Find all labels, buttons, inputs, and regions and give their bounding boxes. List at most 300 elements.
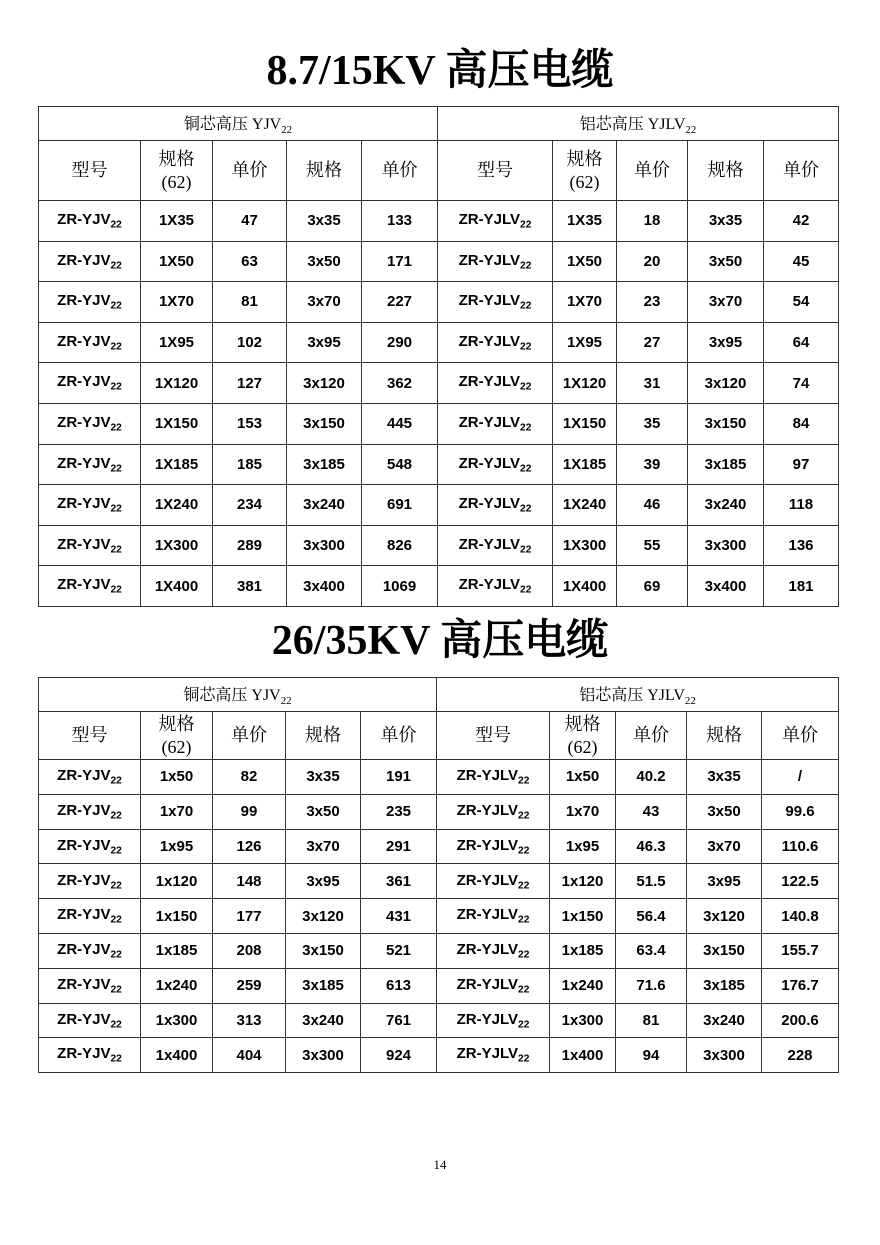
copper-spec-single-text: 1X150 — [154, 415, 199, 433]
aluminum-spec-triple — [687, 829, 762, 864]
copper-group-label: 铜芯高压 YJV — [183, 687, 281, 705]
copper-spec-triple-text: 3x50 — [307, 252, 341, 270]
copper-model-text: ZR-YJV — [57, 941, 111, 959]
subscript: 22 — [110, 880, 122, 892]
copper-price-single — [213, 444, 287, 485]
aluminum-spec-single-text: 1X120 — [562, 374, 607, 392]
copper-spec-triple-text: 3x240 — [302, 1011, 344, 1029]
table-row — [39, 525, 839, 566]
subscript: 22 — [518, 845, 530, 857]
copper-spec-triple — [287, 322, 362, 363]
aluminum-price-single — [617, 363, 688, 404]
aluminum-spec-single — [553, 403, 617, 444]
aluminum-spec-triple — [688, 444, 764, 485]
subscript: 22 — [518, 949, 530, 961]
copper-price-triple-text: 691 — [386, 496, 413, 514]
copper-price-single-text: 82 — [240, 768, 258, 786]
copper-price-triple — [362, 322, 438, 363]
table-row — [39, 566, 839, 607]
aluminum-price-triple — [762, 829, 839, 864]
aluminum-spec-single-text: 1x400 — [561, 1046, 604, 1064]
copper-spec-single — [141, 485, 213, 526]
subscript: 22 — [280, 694, 292, 707]
aluminum-spec-single-text: 1X35 — [566, 212, 603, 230]
aluminum-price-triple-text: 181 — [788, 577, 814, 595]
aluminum-spec-single — [550, 1038, 616, 1073]
copper-model — [39, 444, 141, 485]
copper-spec-triple-text: 3x120 — [302, 907, 344, 925]
aluminum-price-triple — [764, 566, 839, 607]
copper-spec-triple-text: 3x150 — [302, 942, 344, 960]
subscript: 22 — [110, 260, 122, 272]
header-spec: 规格 — [687, 712, 762, 760]
copper-model-text: ZR-YJV — [57, 975, 111, 993]
aluminum-spec-single — [553, 485, 617, 526]
copper-price-triple — [361, 968, 437, 1003]
header-price: 单价 — [361, 712, 437, 760]
copper-model-text: ZR-YJV — [57, 292, 111, 310]
aluminum-spec-single-text: 1X95 — [566, 334, 603, 352]
table-row — [39, 485, 839, 526]
aluminum-price-triple — [764, 322, 839, 363]
copper-price-triple — [362, 282, 438, 323]
aluminum-spec-triple-text: 3x150 — [704, 415, 747, 433]
aluminum-model-text: ZR-YJLV — [456, 836, 519, 854]
aluminum-spec-triple — [688, 363, 764, 404]
aluminum-group-header — [437, 678, 839, 712]
copper-price-single — [213, 322, 287, 363]
table-row — [39, 760, 839, 795]
aluminum-model-text: ZR-YJLV — [456, 1010, 519, 1028]
aluminum-spec-triple-text: 3x400 — [704, 577, 747, 595]
copper-model-text: ZR-YJV — [57, 1045, 111, 1063]
aluminum-spec-triple-text: 3x120 — [704, 374, 747, 392]
subscript: 22 — [110, 422, 122, 434]
aluminum-price-triple — [762, 794, 839, 829]
copper-price-single — [213, 403, 287, 444]
aluminum-spec-single — [550, 794, 616, 829]
copper-price-triple — [361, 760, 437, 795]
aluminum-model-text: ZR-YJLV — [458, 413, 521, 431]
header-spec-62 — [553, 141, 617, 201]
page-number: 14 — [433, 1157, 447, 1172]
table-row — [39, 899, 839, 934]
subscript: 22 — [520, 503, 532, 515]
copper-price-single-text: 99 — [240, 803, 258, 821]
copper-price-single-text: 81 — [241, 293, 258, 311]
aluminum-price-triple — [762, 760, 839, 795]
aluminum-price-triple — [762, 968, 839, 1003]
aluminum-price-triple — [762, 1038, 839, 1073]
aluminum-spec-single — [553, 282, 617, 323]
copper-price-single-text: 148 — [236, 872, 262, 890]
copper-price-triple — [362, 363, 438, 404]
copper-group-label: 铜芯高压 YJV — [183, 116, 282, 134]
aluminum-spec-triple-text: 3x70 — [708, 293, 743, 311]
subscript: 22 — [684, 694, 696, 707]
table-row — [39, 1003, 839, 1038]
copper-spec-triple-text: 3x35 — [307, 212, 341, 230]
copper-spec-single — [141, 322, 213, 363]
copper-spec-single — [141, 282, 213, 323]
copper-price-triple-text: 761 — [385, 1011, 412, 1029]
table-row — [39, 322, 839, 363]
aluminum-price-single-text: 40.2 — [636, 768, 666, 786]
subscript: 22 — [110, 775, 122, 787]
price-table-35kv — [38, 677, 839, 1073]
aluminum-group-header — [438, 107, 839, 141]
aluminum-model — [438, 241, 553, 282]
aluminum-price-single — [617, 322, 688, 363]
aluminum-price-single — [617, 525, 688, 566]
subscript: 22 — [110, 341, 122, 353]
copper-model — [39, 525, 141, 566]
copper-price-triple-text: 548 — [386, 455, 413, 473]
header-price: 单价 — [616, 712, 687, 760]
aluminum-price-triple-text: 84 — [792, 415, 810, 433]
aluminum-spec-triple — [687, 794, 762, 829]
header-spec-62 — [550, 712, 616, 760]
copper-model — [39, 201, 141, 242]
aluminum-spec-triple — [688, 403, 764, 444]
aluminum-model — [438, 363, 553, 404]
header-price: 单价 — [764, 141, 839, 201]
aluminum-price-triple-text: 155.7 — [781, 942, 819, 960]
aluminum-spec-triple — [687, 1038, 762, 1073]
aluminum-spec-single-text: 1X300 — [562, 537, 607, 555]
copper-spec-triple — [287, 485, 362, 526]
header-spec-label: 规格 — [566, 149, 603, 169]
aluminum-price-single — [617, 444, 688, 485]
subscript: 22 — [518, 984, 530, 996]
copper-spec-triple-text: 3x400 — [303, 577, 345, 595]
aluminum-price-single-text: 23 — [643, 293, 661, 311]
aluminum-spec-single — [550, 760, 616, 795]
aluminum-spec-single-text: 1x300 — [561, 1011, 604, 1029]
copper-spec-single-text: 1X300 — [154, 537, 199, 555]
aluminum-price-single — [616, 899, 687, 934]
copper-spec-single — [141, 829, 213, 864]
copper-price-single-text: 185 — [236, 455, 263, 473]
aluminum-price-single-text: 94 — [642, 1046, 660, 1064]
aluminum-spec-triple-text: 3x300 — [703, 1046, 745, 1064]
copper-spec-triple — [286, 933, 361, 968]
aluminum-price-triple-text: 136 — [788, 537, 814, 555]
price-table-15kv — [38, 106, 839, 607]
aluminum-model — [437, 1038, 550, 1073]
aluminum-model-text: ZR-YJLV — [456, 871, 519, 889]
copper-price-single-text: 63 — [241, 252, 258, 270]
copper-price-single — [213, 794, 286, 829]
aluminum-price-triple-text: 200.6 — [781, 1011, 819, 1029]
copper-price-triple-text: 171 — [386, 252, 413, 270]
aluminum-price-single — [616, 968, 687, 1003]
copper-price-triple — [362, 241, 438, 282]
copper-spec-triple — [287, 201, 362, 242]
copper-spec-single — [141, 899, 213, 934]
table-row — [39, 933, 839, 968]
copper-price-single-text: 102 — [236, 334, 263, 352]
aluminum-price-single-text: 81 — [642, 1011, 660, 1029]
aluminum-model — [438, 282, 553, 323]
header-spec-code: (62) — [161, 171, 192, 192]
table-row — [39, 864, 839, 899]
copper-spec-triple-text: 3x185 — [302, 977, 344, 995]
aluminum-price-single — [616, 1038, 687, 1073]
table-row — [39, 363, 839, 404]
header-spec-62 — [141, 712, 213, 760]
aluminum-spec-single-text: 1x120 — [561, 872, 604, 890]
subscript: 22 — [518, 810, 530, 822]
copper-model — [39, 322, 141, 363]
aluminum-price-triple — [764, 201, 839, 242]
aluminum-price-single — [617, 241, 688, 282]
aluminum-price-triple — [764, 444, 839, 485]
aluminum-price-triple-text: 176.7 — [781, 977, 819, 995]
table-row — [39, 282, 839, 323]
aluminum-model-text: ZR-YJLV — [456, 906, 519, 924]
aluminum-price-single-text: 31 — [643, 374, 661, 392]
copper-spec-triple — [287, 282, 362, 323]
copper-spec-single — [141, 403, 213, 444]
header-model: 型号 — [39, 141, 141, 201]
aluminum-model — [437, 899, 550, 934]
copper-price-single-text: 208 — [236, 942, 262, 960]
aluminum-model-text: ZR-YJLV — [458, 495, 521, 513]
copper-spec-triple-text: 3x70 — [307, 293, 341, 311]
copper-price-single-text: 404 — [236, 1046, 262, 1064]
copper-price-single — [213, 485, 287, 526]
copper-model — [39, 566, 141, 607]
subscript: 22 — [110, 1054, 122, 1066]
aluminum-model — [437, 1003, 550, 1038]
copper-price-triple-text: 191 — [385, 768, 412, 786]
copper-price-triple-text: 227 — [386, 293, 413, 311]
aluminum-price-single — [617, 403, 688, 444]
aluminum-spec-single-text: 1X150 — [562, 415, 607, 433]
table-row — [39, 241, 839, 282]
copper-model-text: ZR-YJV — [57, 1010, 111, 1028]
copper-spec-single — [141, 201, 213, 242]
aluminum-price-single-text: 46 — [643, 496, 661, 514]
aluminum-spec-single — [553, 566, 617, 607]
subscript: 22 — [110, 584, 122, 596]
aluminum-price-triple — [764, 485, 839, 526]
copper-spec-triple — [286, 864, 361, 899]
copper-spec-single-text: 1x120 — [155, 872, 198, 890]
aluminum-spec-triple-text: 3x95 — [708, 334, 743, 352]
copper-price-triple — [361, 1003, 437, 1038]
copper-model-text: ZR-YJV — [57, 211, 111, 229]
aluminum-price-single — [616, 1003, 687, 1038]
copper-model-text: ZR-YJV — [57, 836, 111, 854]
copper-spec-single — [141, 566, 213, 607]
copper-spec-single-text: 1X70 — [158, 293, 195, 311]
aluminum-price-triple-text: 45 — [792, 252, 810, 270]
subscript: 22 — [110, 219, 122, 231]
subscript: 22 — [110, 544, 122, 556]
aluminum-spec-triple-text: 3x120 — [703, 907, 745, 925]
copper-model-text: ZR-YJV — [57, 454, 111, 472]
header-model: 型号 — [437, 712, 550, 760]
copper-price-single — [213, 241, 287, 282]
page-title-15kv: 8.7/15KV 高压电缆 — [266, 48, 614, 94]
header-price: 单价 — [617, 141, 688, 201]
subscript: 22 — [685, 123, 697, 136]
copper-price-triple — [362, 201, 438, 242]
aluminum-model-text: ZR-YJLV — [456, 941, 519, 959]
header-price: 单价 — [362, 141, 438, 201]
copper-spec-single — [141, 864, 213, 899]
copper-price-triple — [362, 566, 438, 607]
copper-spec-single-text: 1x400 — [155, 1046, 198, 1064]
aluminum-price-triple-text: 110.6 — [781, 837, 819, 855]
copper-price-triple-text: 290 — [386, 334, 413, 352]
aluminum-spec-single-text: 1X240 — [562, 496, 607, 514]
table-row — [39, 444, 839, 485]
aluminum-model-text: ZR-YJLV — [458, 251, 521, 269]
copper-group-header — [39, 107, 438, 141]
aluminum-model — [438, 525, 553, 566]
copper-model-text: ZR-YJV — [57, 906, 111, 924]
header-price: 单价 — [762, 712, 839, 760]
copper-spec-triple-text: 3x300 — [303, 537, 345, 555]
subscript: 22 — [520, 584, 532, 596]
copper-spec-single-text: 1x150 — [155, 907, 198, 925]
copper-model-text: ZR-YJV — [57, 413, 111, 431]
table-row — [39, 201, 839, 242]
aluminum-spec-triple-text: 3x240 — [703, 1011, 745, 1029]
aluminum-spec-triple — [688, 201, 764, 242]
copper-spec-triple — [286, 794, 361, 829]
copper-spec-triple — [286, 829, 361, 864]
aluminum-spec-single — [550, 968, 616, 1003]
subscript: 22 — [110, 463, 122, 475]
aluminum-price-triple-text: 122.5 — [781, 872, 819, 890]
aluminum-price-single-text: 27 — [643, 334, 661, 352]
aluminum-model-text: ZR-YJLV — [458, 535, 521, 553]
copper-spec-single — [141, 444, 213, 485]
aluminum-model — [437, 760, 550, 795]
copper-model — [39, 864, 141, 899]
copper-spec-single-text: 1x50 — [159, 768, 194, 786]
subscript: 22 — [110, 984, 122, 996]
aluminum-price-triple-text: 99.6 — [785, 803, 815, 821]
copper-model-text: ZR-YJV — [57, 535, 111, 553]
header-spec-code: (62) — [569, 171, 600, 192]
aluminum-spec-triple-text: 3x150 — [703, 942, 745, 960]
aluminum-model-text: ZR-YJLV — [456, 1045, 519, 1063]
aluminum-spec-triple-text: 3x35 — [707, 768, 741, 786]
header-spec-code: (62) — [161, 736, 192, 757]
copper-price-triple-text: 361 — [385, 872, 412, 890]
copper-price-triple-text: 826 — [386, 537, 413, 555]
copper-model — [39, 1038, 141, 1073]
aluminum-spec-single — [553, 444, 617, 485]
copper-model — [39, 760, 141, 795]
copper-spec-single — [141, 760, 213, 795]
header-spec-label: 规格 — [564, 714, 601, 734]
copper-model — [39, 899, 141, 934]
aluminum-group-label: 铝芯高压 YJLV — [579, 116, 686, 134]
aluminum-price-single-text: 43 — [642, 803, 660, 821]
aluminum-price-triple — [762, 864, 839, 899]
copper-price-triple-text: 924 — [385, 1046, 412, 1064]
aluminum-price-single-text: 20 — [643, 252, 661, 270]
copper-price-single — [213, 363, 287, 404]
aluminum-price-triple — [762, 1003, 839, 1038]
copper-model — [39, 363, 141, 404]
copper-price-single — [213, 899, 286, 934]
copper-model-text: ZR-YJV — [57, 576, 111, 594]
header-spec: 规格 — [287, 141, 362, 201]
header-spec-62 — [141, 141, 213, 201]
copper-model-text: ZR-YJV — [57, 251, 111, 269]
aluminum-model-text: ZR-YJLV — [456, 801, 519, 819]
aluminum-price-single — [616, 864, 687, 899]
aluminum-model-text: ZR-YJLV — [456, 767, 519, 785]
copper-spec-single — [141, 1003, 213, 1038]
aluminum-model — [438, 403, 553, 444]
copper-price-single-text: 313 — [236, 1011, 262, 1029]
copper-price-single-text: 234 — [236, 496, 263, 514]
subscript: 22 — [520, 260, 532, 272]
copper-price-single — [213, 525, 287, 566]
aluminum-price-single-text: 18 — [643, 212, 661, 230]
copper-price-triple — [361, 899, 437, 934]
copper-price-single-text: 47 — [241, 212, 258, 230]
header-spec-label: 规格 — [158, 149, 195, 169]
copper-spec-single — [141, 794, 213, 829]
aluminum-price-triple-text: 74 — [792, 374, 810, 392]
aluminum-model — [438, 485, 553, 526]
aluminum-spec-single — [550, 933, 616, 968]
aluminum-group-label: 铝芯高压 YJLV — [579, 687, 685, 705]
aluminum-price-triple — [764, 282, 839, 323]
copper-price-triple-text: 133 — [386, 212, 413, 230]
aluminum-model-text: ZR-YJLV — [458, 292, 521, 310]
subscript: 22 — [110, 1019, 122, 1031]
copper-spec-triple — [287, 363, 362, 404]
copper-spec-triple-text: 3x50 — [306, 803, 340, 821]
copper-price-triple-text: 521 — [385, 942, 412, 960]
copper-price-triple-text: 431 — [385, 907, 412, 925]
aluminum-model — [438, 444, 553, 485]
aluminum-price-single — [617, 201, 688, 242]
aluminum-spec-triple — [688, 322, 764, 363]
aluminum-spec-single — [553, 525, 617, 566]
copper-spec-triple — [286, 760, 361, 795]
copper-price-triple — [361, 864, 437, 899]
copper-spec-single-text: 1x240 — [155, 977, 198, 995]
copper-spec-single — [141, 968, 213, 1003]
subscript: 22 — [110, 300, 122, 312]
subscript: 22 — [518, 880, 530, 892]
copper-price-single-text: 289 — [236, 537, 263, 555]
aluminum-model — [438, 322, 553, 363]
aluminum-model — [438, 566, 553, 607]
copper-model — [39, 933, 141, 968]
aluminum-price-single — [616, 933, 687, 968]
subscript: 22 — [520, 219, 532, 231]
copper-price-single — [213, 933, 286, 968]
copper-price-single — [213, 864, 286, 899]
aluminum-price-single-text: 69 — [643, 577, 661, 595]
copper-model-text: ZR-YJV — [57, 332, 111, 350]
copper-spec-single-text: 1X185 — [154, 455, 199, 473]
aluminum-spec-single — [550, 829, 616, 864]
copper-price-single — [213, 1038, 286, 1073]
